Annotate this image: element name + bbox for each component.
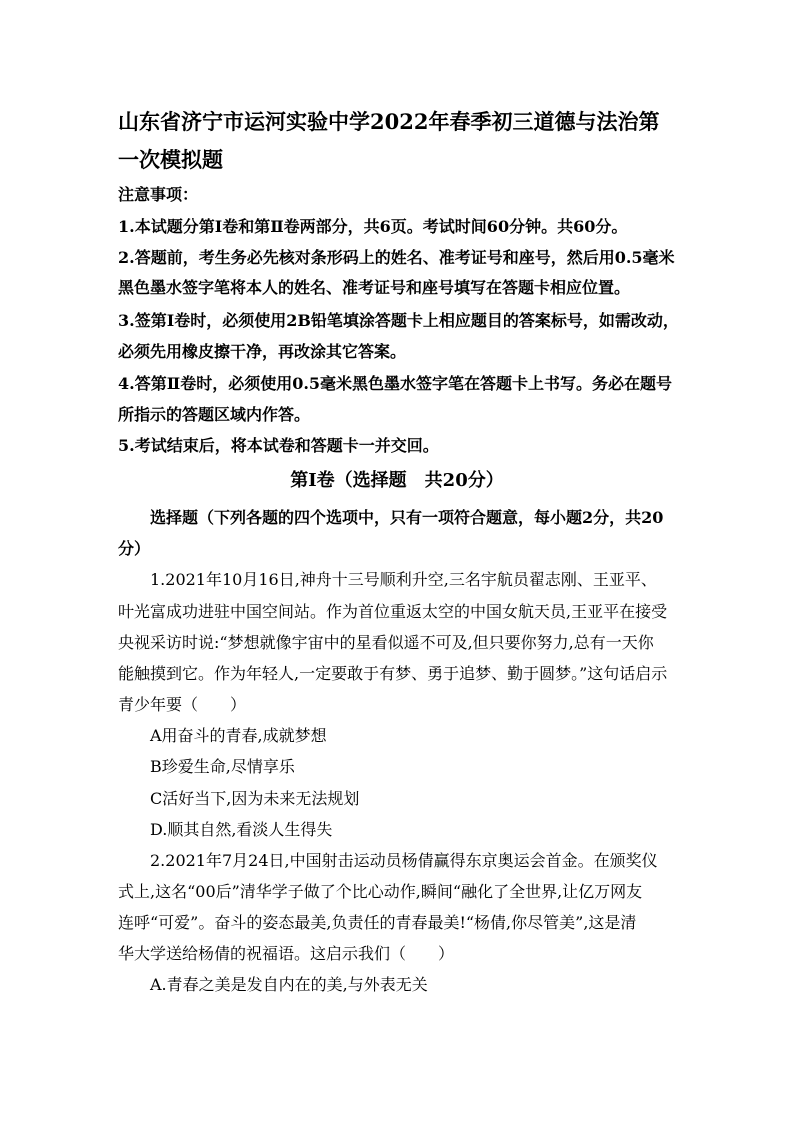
notice-line-2: 2.答题前，考生务必先核对条形码上的姓名、准考证号和座号，然后用0.5毫米 — [118, 248, 675, 267]
notice-line-5: 必须先用橡皮擦干净，再改涂其它答案。 — [118, 342, 407, 361]
exam-title-line-1: 山东省济宁市运河实验中学2022年春季初三道德与法治第 — [118, 109, 660, 134]
question-1-stem-line-2: 叶光富成功进驻中国空间站。作为首位重返太空的中国女航天员,王亚平在接受 — [118, 602, 668, 621]
question-1-option-d: D.顺其自然,看淡人生得失 — [150, 820, 333, 839]
exam-title-line-2: 一次模拟题 — [118, 147, 223, 172]
question-1-option-b: B珍爱生命,尽情享乐 — [150, 757, 295, 776]
question-1-option-a: A用奋斗的青春,成就梦想 — [150, 726, 327, 745]
question-2-option-a: A.青春之美是发自内在的美,与外表无关 — [150, 975, 428, 994]
notice-line-1: 1.本试题分第Ⅰ卷和第Ⅱ卷两部分，共6页。考试时间60分钟。共60分。 — [118, 217, 628, 236]
notice-line-8: 5.考试结束后，将本试卷和答题卡一并交回。 — [118, 436, 439, 455]
instructions-line-2: 分） — [118, 539, 151, 558]
notice-line-3: 黑色墨水签字笔将本人的姓名、准考证号和座号填写在答题卡相应位置。 — [118, 278, 631, 297]
notice-heading: 注意事项： — [118, 185, 199, 204]
question-1-stem-line-1: 1.2021年10月16日,神舟十三号顺利升空,三名宇航员翟志刚、王亚平、 — [150, 570, 657, 589]
question-1-stem-line-5: 青少年要（ ） — [118, 695, 247, 714]
question-2-stem-line-2: 式上,这名“00后”清华学子做了个比心动作,瞬间“融化了全世界,让亿万网友 — [118, 882, 643, 901]
question-1-option-c: C活好当下,因为未来无法规划 — [150, 789, 360, 808]
question-2-stem-line-4: 华大学送给杨倩的祝福语。这启示我们（ ） — [118, 944, 455, 963]
section-title: 第Ⅰ卷（选择题 共20分） — [290, 470, 504, 491]
notice-line-4: 3.签第Ⅰ卷时，必须使用2B铅笔填涂答题卡上相应题目的答案标号，如需改动， — [118, 311, 679, 330]
question-1-stem-line-3: 央视采访时说:“梦想就像宇宙中的星看似遥不可及,但只要你努力,总有一天你 — [118, 633, 654, 652]
instructions-line-1: 选择题（下列各题的四个选项中，只有一项符合题意，每小题2分，共20 — [150, 508, 664, 527]
notice-line-7: 所指示的答题区域内作答。 — [118, 405, 311, 424]
question-2-stem-line-3: 连呼“可爱”。奋斗的姿态最美,负责任的青春最美!“杨倩,你尽管美”,这是清 — [118, 913, 637, 932]
question-2-stem-line-1: 2.2021年7月24日,中国射击运动员杨倩赢得东京奥运会首金。在颁奖仪 — [150, 851, 658, 870]
notice-line-6: 4.答第Ⅱ卷时，必须使用0.5毫米黑色墨水签字笔在答题卡上书写。务必在题号 — [118, 374, 673, 393]
question-1-stem-line-4: 能触摸到它。作为年轻人,一定要敢于有梦、勇于追梦、勤于圆梦。”这句话启示 — [118, 664, 668, 683]
